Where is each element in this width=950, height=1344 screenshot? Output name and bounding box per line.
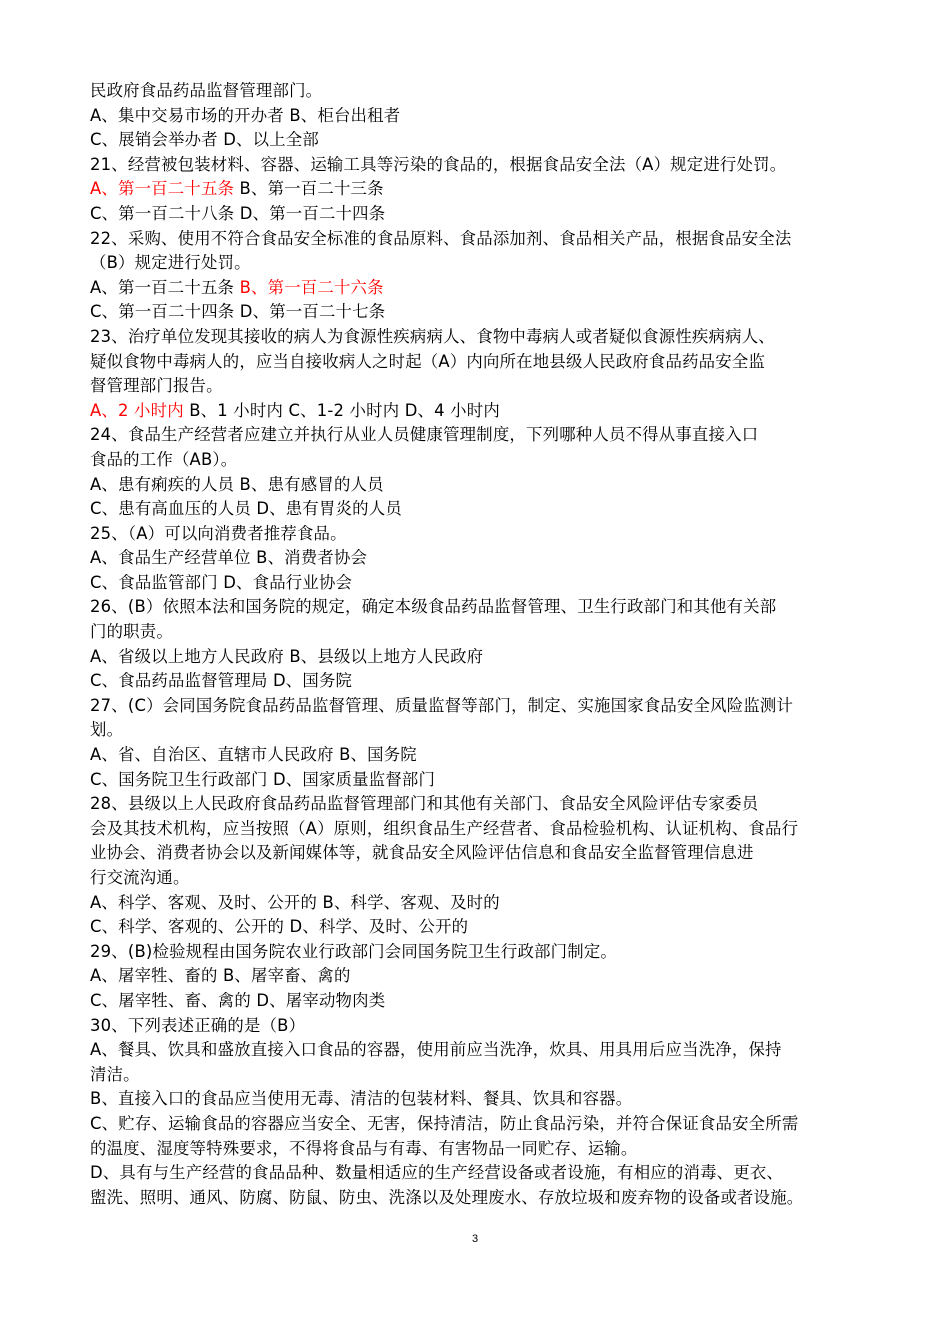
- text-line: [90, 1087, 865, 1112]
- text-segment: A、省、自治区、直辖市人民政府 B、国务院: [90, 745, 417, 765]
- text-line: [90, 1137, 865, 1162]
- text-segment: A、患有痢疾的人员 B、患有感冒的人员: [90, 474, 384, 494]
- text-segment: C、科学、客观的、公开的 D、科学、及时、公开的: [90, 917, 469, 937]
- text-line: [90, 374, 865, 399]
- text-line: [90, 940, 865, 965]
- text-line: [90, 645, 865, 670]
- text-segment: A、省级以上地方人民政府 B、县级以上地方人民政府: [90, 646, 484, 666]
- text-line: [90, 718, 865, 743]
- text-segment: 24、食品生产经营者应建立并执行从业人员健康管理制度，下列哪种人员不得从事直接入口: [90, 425, 759, 445]
- text-segment: 门的职责。: [90, 622, 173, 642]
- text-line: [90, 251, 865, 276]
- text-line: [90, 423, 865, 448]
- text-segment: A、餐具、饮具和盛放直接入口食品的容器，使用前应当洗净，炊具、用具用后应当洗净，保持: [90, 1040, 782, 1060]
- text-segment: 食品的工作（AB）。: [90, 449, 238, 469]
- text-segment: C、食品药品监督管理局 D、国务院: [90, 671, 353, 691]
- text-line: [90, 964, 865, 989]
- text-line: [90, 1112, 865, 1137]
- text-segment: 22、采购、使用不符合食品安全标准的食品原料、食品添加剂、食品相关产品，根据食品安全法: [90, 228, 792, 248]
- text-segment: 盥洗、照明、通风、防腐、防鼠、防虫、洗涤以及处理废水、存放垃圾和废弃物的设备或者设施。: [90, 1187, 804, 1207]
- text-line: [90, 350, 865, 375]
- text-segment: C、食品监管部门 D、食品行业协会: [90, 572, 353, 592]
- text-segment: C、展销会举办者 D、以上全部: [90, 130, 319, 150]
- text-line: [90, 595, 865, 620]
- text-segment: 划。: [90, 720, 124, 740]
- text-segment: 清洁。: [90, 1064, 140, 1084]
- text-segment: 业协会、消费者协会以及新闻媒体等，就食品安全风险评估信息和食品安全监督管理信息进: [90, 843, 754, 863]
- text-line: [90, 768, 865, 793]
- text-segment: 30、下列表述正确的是（B）: [90, 1015, 306, 1035]
- text-line: [90, 620, 865, 645]
- text-segment: 督管理部门报告。: [90, 376, 223, 396]
- text-line: [90, 276, 865, 301]
- text-segment: 的温度、湿度等特殊要求，不得将食品与有毒、有害物品一同贮存、运输。: [90, 1138, 638, 1158]
- page-body-text: [90, 79, 865, 1210]
- text-line: [90, 177, 865, 202]
- text-segment: （B）规定进行处罚。: [90, 253, 251, 273]
- text-line: [90, 571, 865, 596]
- text-line: [90, 694, 865, 719]
- text-line: [90, 1038, 865, 1063]
- text-segment: C、患有高血压的人员 D、患有胃炎的人员: [90, 499, 402, 519]
- text-segment: C、国务院卫生行政部门 D、国家质量监督部门: [90, 769, 436, 789]
- text-segment: 23、治疗单位发现其接收的病人为食源性疾病病人、食物中毒病人或者疑似食源性疾病病人、: [90, 326, 775, 346]
- text-segment: 21、经营被包装材料、容器、运输工具等污染的食品的，根据食品安全法（A）规定进行处罚。: [90, 154, 787, 174]
- text-segment: 民政府食品药品监督管理部门。: [90, 81, 323, 100]
- text-line: [90, 915, 865, 940]
- text-segment: B、直接入口的食品应当使用无毒、清洁的包装材料、餐具、饮具和容器。: [90, 1089, 633, 1109]
- text-segment: 25、（A）可以向消费者推荐食品。: [90, 523, 347, 543]
- text-line: [90, 841, 865, 866]
- text-line: [90, 300, 865, 325]
- text-line: [90, 448, 865, 473]
- text-segment: A、科学、客观、及时、公开的 B、科学、客观、及时的: [90, 892, 500, 912]
- text-line: [90, 546, 865, 571]
- text-line: [90, 227, 865, 252]
- text-segment: 28、县级以上人民政府食品药品监督管理部门和其他有关部门、食品安全风险评估专家委员: [90, 794, 759, 814]
- text-segment: C、第一百二十四条 D、第一百二十七条: [90, 302, 386, 322]
- text-line: [90, 743, 865, 768]
- text-segment: 27、(C）会同国务院食品药品监督管理、质量监督等部门，制定、实施国家食品安全风险监测计: [90, 695, 794, 715]
- text-line: [90, 522, 865, 547]
- text-segment: D、具有与生产经营的食品品种、数量相适应的生产经营设备或者设施，有相应的消毒、更衣、: [90, 1163, 784, 1183]
- text-line: [90, 989, 865, 1014]
- text-segment: 26、(B）依照本法和国务院的规定，确定本级食品药品监督管理、卫生行政部门和其他有关部: [90, 597, 777, 617]
- text-line: [90, 1014, 865, 1039]
- text-segment: A、第一百二十五条: [90, 277, 240, 297]
- text-line: [90, 153, 865, 178]
- text-segment: A、屠宰牲、畜的 B、屠宰畜、禽的: [90, 966, 351, 986]
- answer-highlight: A、第一百二十五条: [90, 179, 235, 199]
- text-line: [90, 1161, 865, 1186]
- text-segment: C、贮存、运输食品的容器应当安全、无害，保持清洁，防止食品污染，并符合保证食品安全所需: [90, 1113, 799, 1133]
- text-line: [90, 891, 865, 916]
- answer-highlight: B、第一百二十六条: [239, 277, 384, 297]
- text-line: [90, 104, 865, 129]
- text-segment: 行交流沟通。: [90, 868, 190, 887]
- text-line: [90, 866, 865, 891]
- text-line: [90, 128, 865, 153]
- text-line: [90, 202, 865, 227]
- text-segment: A、集中交易市场的开办者 B、柜台出租者: [90, 105, 401, 125]
- text-line: [90, 497, 865, 522]
- text-segment: 会及其技术机构，应当按照（A）原则，组织食品生产经营者、食品检验机构、认证机构、食品行: [90, 818, 799, 838]
- text-line: [90, 669, 865, 694]
- text-segment: C、屠宰牲、畜、禽的 D、屠宰动物肉类: [90, 990, 386, 1010]
- text-segment: 29、(B)检验规程由国务院农业行政部门会同国务院卫生行政部门制定。: [90, 941, 618, 961]
- text-line: [90, 325, 865, 350]
- text-line: [90, 79, 865, 104]
- text-segment: B、1 小时内 C、1-2 小时内 D、4 小时内: [183, 400, 500, 420]
- text-segment: A、食品生产经营单位 B、消费者协会: [90, 548, 368, 568]
- text-segment: C、第一百二十八条 D、第一百二十四条: [90, 203, 386, 223]
- text-segment: 疑似食物中毒病人的，应当自接收病人之时起（A）内向所在地县级人民政府食品药品安全监: [90, 351, 766, 371]
- text-segment: B、第一百二十三条: [234, 179, 384, 199]
- text-line: [90, 792, 865, 817]
- text-line: [90, 473, 865, 498]
- answer-highlight: A、2 小时内: [90, 400, 184, 420]
- text-line: [90, 1186, 865, 1211]
- text-line: [90, 817, 865, 842]
- text-line: [90, 399, 865, 424]
- page-number: 3: [471, 1233, 479, 1245]
- text-line: [90, 1063, 865, 1088]
